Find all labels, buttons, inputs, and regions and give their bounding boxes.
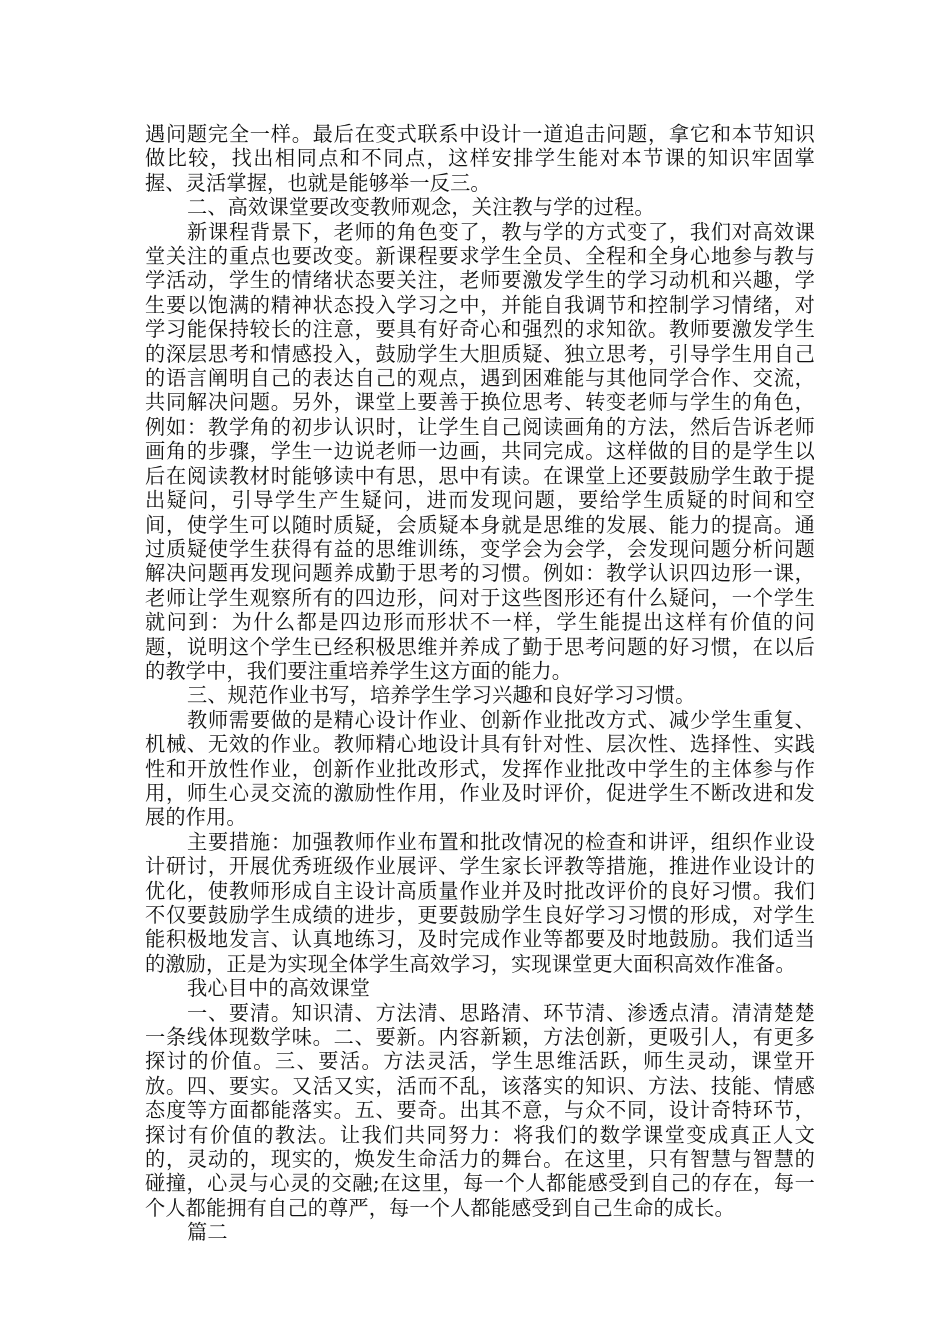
paragraph-teacher-role: 新课程背景下，老师的角色变了，教与学的方式变了，我们对高效课堂关注的重点也要改变。新课程要求学生全员、全程和全身心地参与教与学活动，学生的情绪状态要关注，老师要激发学生的学习动机和兴趣，学生要以饱满的精神状态投入学习之中，并能自我调节和控制学习情绪，对学习能保持较长的注意，要具有好奇心和强烈的求知欲。教师要激发学生的深层思考和情感投入，鼓励学生大胆质疑、独立思考，引导学生用自己的语言阐明自己的表达自己的观点，遇到困难能与其他同学合作、交流，共同解决问题。另外，课堂上要善于换位思考、转变老师与学生的角色，例如：教学角的初步认识时，让学生自己阅读画角的方法，然后告诉老师画角的步骤，学生一边说老师一边画，共同完成。这样做的目的是学生以后在阅读教材时能够读中有思，思中有读。在课堂上还要鼓励学生敢于提出疑问，引导学生产生疑问，进而发现问题，要给学生质疑的时间和空间，使学生可以随时质疑，会质疑本身就是思维的发展、能力的提高。通过质疑使学生获得有益的思维训练，变学会为会学，会发现问题分析问题解决问题再发现问题养成勤于思考的习惯。例如：教学认识四边形一课，老师让学生观察所有的四边形，问对于这些图形还有什么疑问，一个学生就问到：为什么都是四边形而形状不一样，学生能提出这样有价值的问题，说明这个学生已经积极思维并养成了勤于思考问题的好习惯，在以后的教学中，我们要注重培养学生这方面的能力。: [145, 219, 815, 683]
section-heading-2: 二、高效课堂要改变教师观念，关注教与学的过程。: [187, 195, 655, 220]
paragraph-continuation: 遇问题完全一样。最后在变式联系中设计一道追击问题，拿它和本节知识做比较，找出相同点和不同点，这样安排学生能对本节课的知识牢固掌握、灵活掌握，也就是能够举一反三。: [145, 122, 815, 195]
paragraph-homework-design: 教师需要做的是精心设计作业、创新作业批改方式、减少学生重复、机械、无效的作业。教师精心地设计具有针对性、层次性、选择性、实践性和开放性作业，创新作业批改形式，发挥作业批改中学生的主体参与作用，师生心灵交流的激励性作用，作业及时评价，促进学生不断改进和发展的作用。: [145, 707, 815, 830]
paragraph-main-measures: 主要措施：加强教师作业布置和批改情况的检查和讲评，组织作业设计研讨，开展优秀班级作业展评、学生家长评教等措施，推进作业设计的优化，使教师形成自主设计高质量作业并及时批改评价的良好习惯。我们不仅要鼓励学生成绩的进步，更要鼓励学生良好学习习惯的形成，对学生能积极地发言、认真地练习，及时完成作业等都要及时地鼓励。我们适当的激励，正是为实现全体学生高效学习，实现课堂更大面积高效作准备。: [145, 829, 815, 976]
part-heading-two: 篇二: [187, 1220, 228, 1245]
section-heading-efficient-class: 我心目中的高效课堂: [187, 976, 371, 1001]
section-heading-3: 三、规范作业书写，培养学生学习兴趣和良好学习习惯。: [187, 683, 696, 708]
document-body: [145, 122, 815, 1245]
paragraph-five-requirements: 一、要清。知识清、方法清、思路清、环节清、渗透点清。清清楚楚一条线体现数学味。二、要新。内容新颖，方法创新，更吸引人，有更多探讨的价值。三、要活。方法灵活，学生思维活跃，师生灵动，课堂开放。四、要实。又活又实，活而不乱，该落实的知识、方法、技能、情感态度等方面都能落实。五、要奇。出其不意，与众不同，设计奇特环节，探讨有价值的教法。让我们共同努力：将我们的数学课堂变成真正人文的，灵动的，现实的，焕发生命活力的舞台。在这里，只有智慧与智慧的碰撞，心灵与心灵的交融;在这里，每一个人都能感受到自己的存在，每一个人都能拥有自己的尊严，每一个人都能感受到自己生命的成长。: [145, 1000, 815, 1220]
